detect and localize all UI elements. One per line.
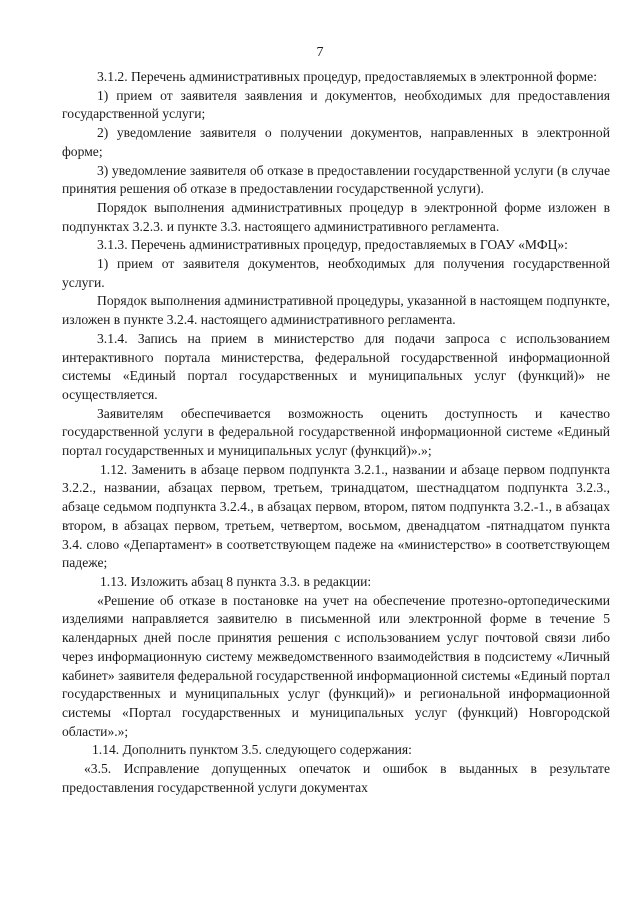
paragraph: 3.1.3. Перечень административных процедур, предоставляемых в ГОАУ «МФЦ»:	[97, 237, 568, 253]
paragraph: Порядок выполнения административной процедуры, указанной в настоящем подпункте, изложен в пункте 3.2.4. настоящего административного регламента.	[62, 293, 610, 328]
paragraph: 2) уведомление заявителя о получении документов, направленных в электронной форме;	[62, 125, 610, 159]
paragraph: «3.5. Исправление допущенных опечаток и ошибок в выданных в результате предоставления государственной услуги документах	[62, 761, 610, 795]
paragraph: 1) прием от заявителя документов, необходимых для получения государственной услуги.	[62, 256, 610, 290]
paragraph: Порядок выполнения административных процедур в электронной форме изложен в подпунктах 3.2.3. и пункте 3.3. настоящего административного регламента.	[62, 199, 610, 234]
paragraph: «Решение об отказе в постановке на учет на обеспечение протезно-ортопедическими изделиями направляется заявителю в письменной или электронной форме в течение 5 календарных дней после принятия решения с использованием услуг почтовой связи либо через информационную систему межведомственного взаимодействия в подсистему «Личный кабинет» заявителя федеральной государственной информационной системы «Единый портал государственных и муниципальных услуг (функций)» и региональной информационной системы «Портал государственных и муниципальных услуг (функций) Новгородской области».»;	[62, 592, 610, 739]
paragraph: 1.13. Изложить абзац 8 пункта 3.3. в редакции:	[100, 573, 372, 589]
paragraph: 1.14. Дополнить пунктом 3.5. следующего содержания:	[92, 742, 412, 758]
paragraph: Заявителям обеспечивается возможность оценить доступность и качество государственной услуги в федеральной государственной информационной системе «Единый портал государственных и муниципальных услуг (функций)».»;	[62, 405, 610, 459]
paragraph: 3.1.4. Запись на прием в министерство для подачи запроса с использованием интерактивного портала министерства, федеральной государственной информационной системы «Единый портал государственных и муниципальных услуг (функций)» не осуществляется.	[62, 330, 610, 402]
document-body	[62, 68, 610, 797]
paragraph: 3) уведомление заявителя об отказе в предоставлении государственной услуги (в случае принятия решения об отказе в предоставлении государственной услуги).	[62, 162, 610, 197]
page-number: 7	[316, 45, 324, 60]
paragraph: 3.1.2. Перечень административных процедур, предоставляемых в электронной форме:	[97, 69, 597, 84]
paragraph: 1) прием от заявителя заявления и документов, необходимых для предоставления государственной услуги;	[62, 87, 610, 122]
paragraph: 1.12. Заменить в абзаце первом подпункта 3.2.1., названии и абзаце первом подпункта 3.2.2., названии, абзацах первом, третьем, тринадцатом, шестнадцатом подпункта 3.2.3., абзаце седьмом подпункта 3.2.4., в абзацах первом, втором, пятом подпункта 3.2.-1., в абзацах втором, в абзацах первом, третьем, четвертом, восьмом, двенадцатом -пятнадцатом пункта 3.4. слово «Департамент» в соответствующем падеже на «министерство» в соответствующем падеже;	[62, 461, 610, 571]
